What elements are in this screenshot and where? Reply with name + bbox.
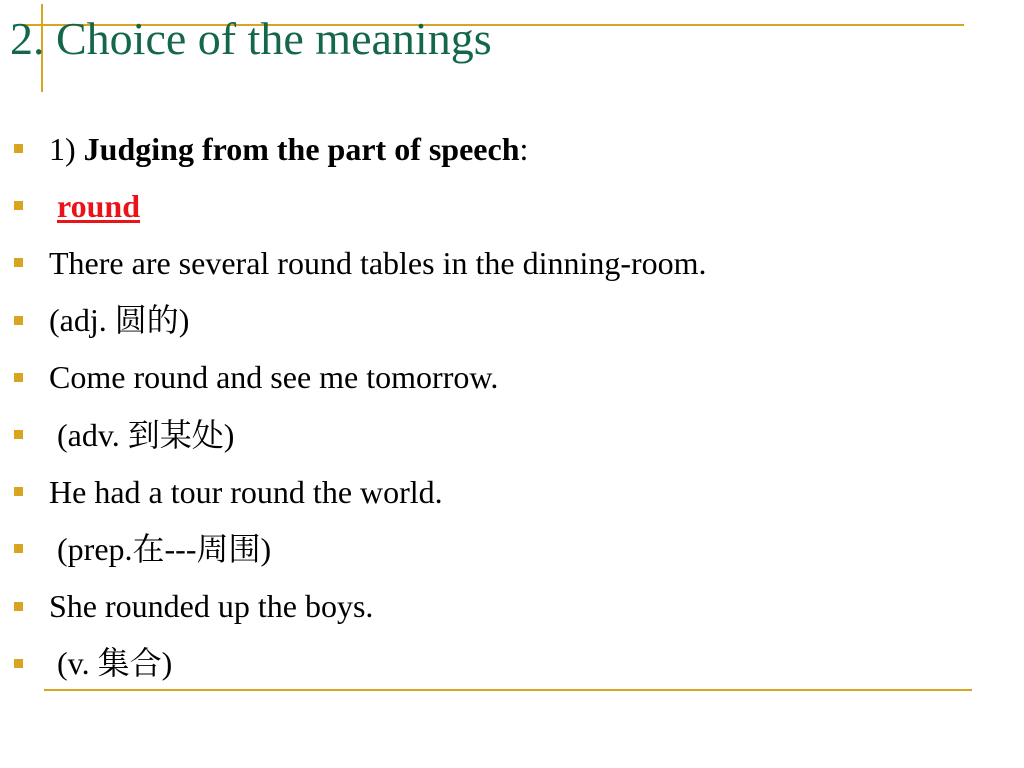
square-bullet-icon [14,201,23,210]
list-item [14,463,707,520]
list-item [14,292,707,349]
item-text: Come round and see me tomorrow. [49,359,499,396]
item-text: She rounded up the boys. [49,588,374,625]
item-bold-heading: Judging from the part of speech [83,130,520,167]
list-item [14,177,707,234]
item-text: He had a tour round the world. [49,473,443,510]
square-bullet-icon [14,602,23,611]
item-text [49,187,141,224]
bullet-list [14,120,707,692]
square-bullet-icon [14,659,23,668]
item-text: (v. 集合) [49,645,173,682]
square-bullet-icon [14,544,23,553]
square-bullet-icon [14,258,23,267]
item-suffix: : [519,130,529,167]
slide-title: 2. Choice of the meanings [10,13,492,64]
bottom-accent-line [44,689,972,691]
list-item [14,520,707,577]
item-lead [49,188,57,224]
square-bullet-icon [14,487,23,496]
list-item [14,234,707,291]
item-text: (adv. 到某处) [49,416,235,453]
square-bullet-icon [14,373,23,382]
round-link[interactable]: round [57,187,141,224]
item-text [49,130,529,167]
item-text: (prep.在---周围) [49,530,272,567]
item-text: (adj. 圆的) [49,302,190,339]
item-text: There are several round tables in the dinning-room. [49,244,707,281]
square-bullet-icon [14,316,23,325]
square-bullet-icon [14,144,23,153]
list-item [14,635,707,692]
list-item [14,578,707,635]
list-item [14,406,707,463]
square-bullet-icon [14,430,23,439]
list-item [14,120,707,177]
list-item [14,349,707,406]
item-prefix: 1) [49,130,84,167]
